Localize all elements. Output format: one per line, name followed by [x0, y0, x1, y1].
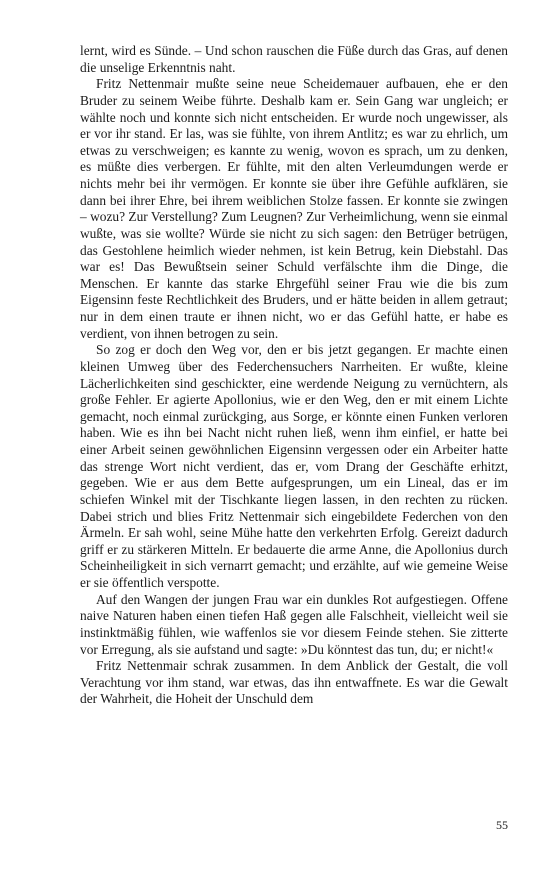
- body-text: [80, 43, 508, 708]
- paragraph: Fritz Nettenmair schrak zusammen. In dem Anblick der Gestalt, die voll Verachtung vor ihm stand, war etwas, das ihn entwaffnete. Es war die Gewalt der Wahrheit, die Hoheit der Unschuld dem: [80, 658, 508, 707]
- paragraph: So zog er doch den Weg vor, den er bis jetzt gegangen. Er machte einen kleinen Umweg über des Federchensuchers Narrheiten. Er wußte, kleine Lächerlichkeiten sind geschickter, eine werdende Neigung zu vernüchtern, als große Fehler. Er agierte Apollonius, wie er den Weg, den er mit einem Lichte gemacht, noch einmal zurückging, aus Sorge, er könnte einen Funken verloren haben. Wie es ihn bei Nacht nicht ruhen ließ, wenn ihm einfiel, er hatte bei einer Arbeit seinen gewöhnlichen Eigensinn vergessen oder ein Arbeiter hatte das strenge Wort nicht verdient, das er, vom Drang der Geschäfte erhitzt, gegeben. Wie er aus dem Bette aufgesprungen, um ein Lineal, das er im schiefen Winkel mit der Tischkante liegen lassen, in den rechten zu rücken. Dabei strich und blies Fritz Nettenmair sich eingebildete Federchen von den Ärmeln. Er sah wohl, seine Mühe hatte den verkehrten Erfolg. Gereizt dadurch griff er zu stärkeren Mitteln. Er bedauerte die arme Anne, die Apollonius durch Scheinheiligkeit in sich vernarrt gemacht; und erzählte, auf wie gemeine Weise er sie öffentlich verspotte.: [80, 342, 508, 590]
- paragraph: Auf den Wangen der jungen Frau war ein dunkles Rot aufgestiegen. Offene naive Naturen haben einen tiefen Haß gegen alle Falschheit, vielleicht weil sie instinktmäßig fühlen, wie waffenlos sie vor diesem Feinde stehen. Sie zitterte vor Erregung, als sie aufstand und sagte: »Du könntest das tun, du; er nicht!«: [80, 591, 508, 657]
- paragraph-continuation: lernt, wird es Sünde. – Und schon rauschen die Füße durch das Gras, auf denen die unselige Erkenntnis naht.: [80, 43, 508, 75]
- page-number: 55: [496, 818, 508, 832]
- paragraph: Fritz Nettenmair mußte seine neue Scheidemauer aufbauen, ehe er den Bruder zu seinem Weibe führte. Deshalb kam er. Sein Gang war ungleich; er wählte noch und konnte sich nicht entscheiden. Er wurde noch ungewisser, als er vor ihr stand. Er las, was sie fühlte, von ihrem Antlitz; es war zu ehrlich, um etwas zu verschweigen; es kannte zu wenig, wovon es sprach, um zu denken, es müßte dies verbergen. Er fühlte, mit den alten Verleumdungen werde er nichts mehr bei ihr vermögen. Er konnte sie über ihre Gefühle aufklären, sie dann bei ihrer Ehre, bei ihrem weiblichen Stolze fassen. Er konnte sie zwingen – wozu? Zur Verstellung? Zum Leugnen? Zur Verheimlichung, wenn sie einmal wußte, was sie wollte? Würde sie nicht zu sich sagen: den Betrüger betrügen, das Gestohlene heimlich wieder nehmen, ist kein Betrug, kein Diebstahl. Das war es! Das Bewußtsein seiner Schuld verfälschte ihm die Dinge, die Menschen. Er kannte das starke Ehrgefühl seiner Frau wie die bis zum Eigensinn feste Rechtlichkeit des Bruders, und er hätte beiden in allem getraut; nur in dem einen traute er ihnen nicht, wo er das Gefühl hatte, er habe es verdient, von ihnen betrogen zu sein.: [80, 76, 508, 341]
